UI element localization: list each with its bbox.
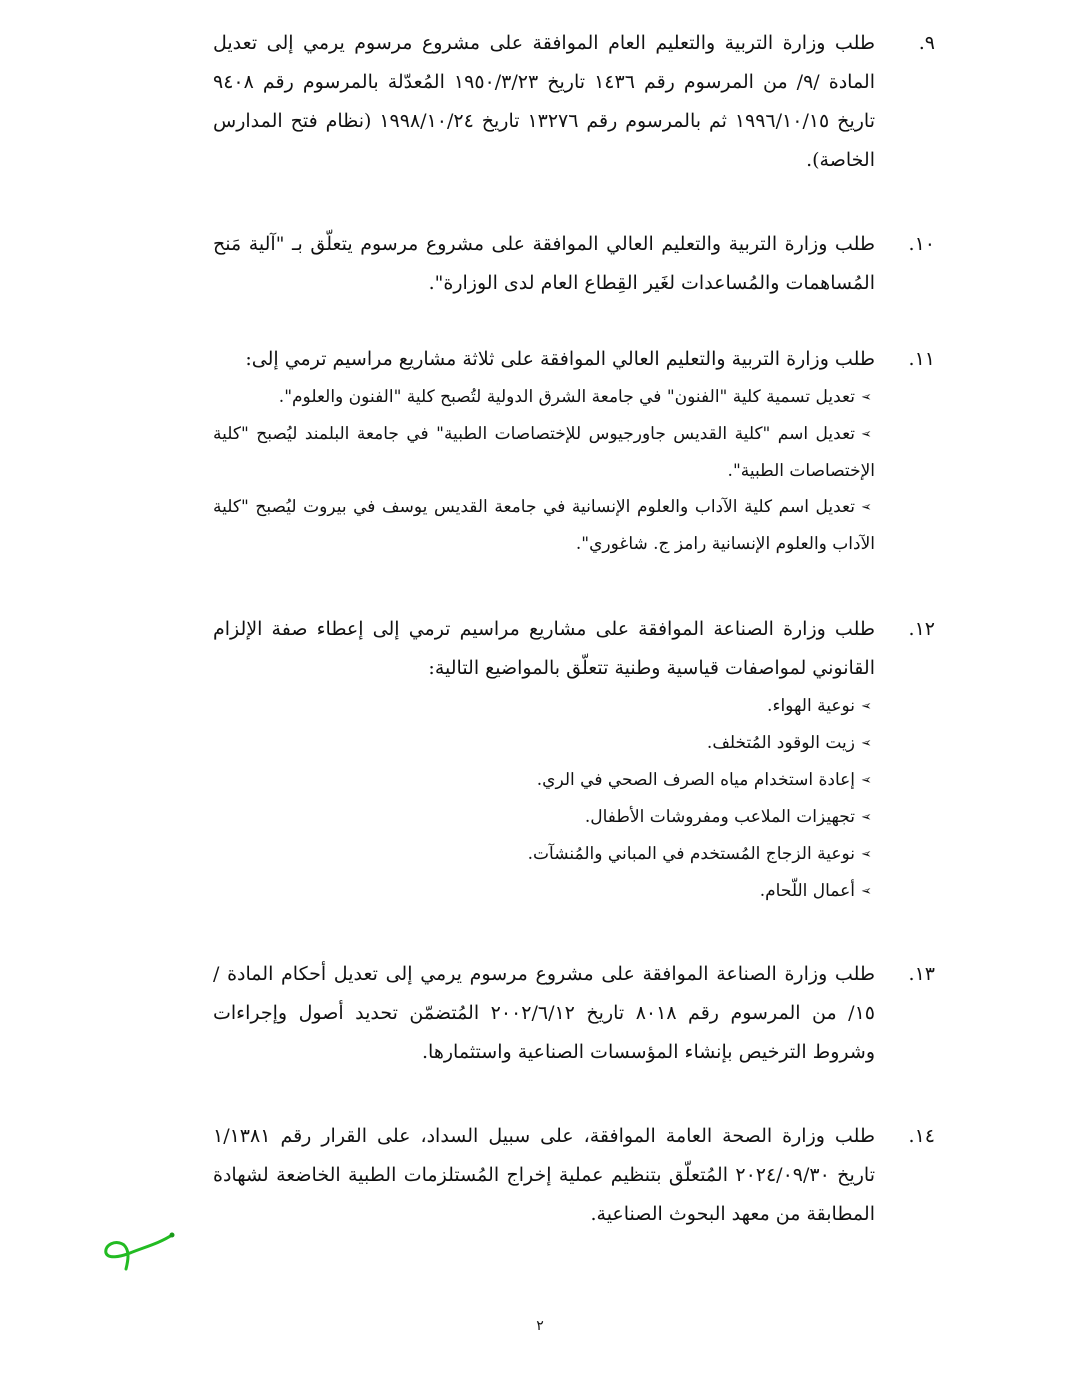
- bullet-text: إعادة استخدام مياه الصرف الصحي في الري.: [536, 770, 855, 790]
- arrow-bullet-icon: ➢: [861, 500, 872, 515]
- item-number: ١١.: [908, 348, 935, 370]
- bullet-text: أعمال اللّحام.: [759, 881, 855, 901]
- agenda-item-14: [213, 1117, 935, 1234]
- bullet-item: [213, 489, 875, 562]
- bullet-text: نوعية الهواء.: [767, 696, 855, 716]
- item-number: ٩.: [918, 32, 935, 54]
- agenda-item-13: [213, 955, 935, 1072]
- bullet-text: زيت الوقود المُتخلف.: [706, 733, 855, 753]
- arrow-bullet-icon: ➢: [861, 884, 872, 899]
- bullet-item: [213, 416, 875, 489]
- signature-dot: [170, 1233, 175, 1238]
- item-text: طلب وزارة الصناعة الموافقة على مشروع مرسوم يرمي إلى تعديل أحكام المادة /١٥/ من المرسوم رقم ٨٠١٨ تاريخ ٢٠٠٢/٦/١٢ المُتضمّن تحديد أصول وإجراءات وشروط الترخيص بإنشاء المؤسسات الصناعية واستثمارها.: [213, 963, 875, 1063]
- arrow-bullet-icon: ➢: [861, 773, 872, 788]
- bullet-text: نوعية الزجاج المُستخدم في المباني والمُنشآت.: [527, 844, 855, 864]
- bullet-item: [213, 836, 875, 873]
- arrow-bullet-icon: ➢: [861, 427, 872, 442]
- arrow-bullet-icon: ➢: [861, 699, 872, 714]
- item-text: طلب وزارة الصحة العامة الموافقة، على سبيل السداد، على القرار رقم ١/١٣٨١ تاريخ ٢٠٢٤/٠٩/٣٠ المُتعلّق بتنظيم عملية إخراج المُستلزمات الطبية الخاضعة لشهادة المطابقة من معهد البحوث الصناعية.: [213, 1125, 875, 1225]
- item-text: طلب وزارة التربية والتعليم العالي الموافقة على مشروع مرسوم يتعلّق بـ "آلية مَنح المُساهمات والمُساعدات لغَير القِطاع العام لدى الوزارة".: [213, 233, 875, 294]
- bullet-item: [213, 379, 875, 416]
- arrow-bullet-icon: ➢: [861, 390, 872, 405]
- bullet-item: [213, 725, 875, 762]
- item-number: ١٣.: [908, 963, 935, 985]
- agenda-item-12: [213, 610, 935, 910]
- page-number: ٢: [536, 1318, 544, 1334]
- bullet-item: [213, 762, 875, 799]
- item-text: طلب وزارة الصناعة الموافقة على مشاريع مراسيم ترمي إلى إعطاء صفة الإلزام القانوني لمواصفات قياسية وطنية تتعلّق بالمواضيع التالية:: [213, 618, 875, 679]
- agenda-item-11: [213, 340, 935, 562]
- item-text: طلب وزارة التربية والتعليم العالي الموافقة على ثلاثة مشاريع مراسيم ترمي إلى:: [245, 348, 875, 370]
- bullet-item: [213, 688, 875, 725]
- item-text: طلب وزارة التربية والتعليم العام الموافقة على مشروع مرسوم يرمي إلى تعديل المادة /٩/ من المرسوم رقم ١٤٣٦ تاريخ ١٩٥٠/٣/٢٣ المُعدّلة بالمرسوم رقم ٩٤٠٨ تاريخ ١٩٩٦/١٠/١٥ ثم بالمرسوم رقم ١٣٢٧٦ تاريخ ١٩٩٨/١٠/٢٤ (نظام فتح المدارس الخاصة).: [213, 32, 876, 171]
- item-number: ١٢.: [908, 618, 935, 640]
- bullet-text: تجهيزات الملاعب ومفروشات الأطفال.: [584, 807, 855, 827]
- bullet-item: [213, 873, 875, 910]
- item-number: ١٠.: [908, 233, 935, 255]
- bullet-text: تعديل تسمية كلية "الفنون" في جامعة الشرق الدولية لتُصبح كلية "الفنون والعلوم".: [278, 387, 855, 407]
- bullet-item: [213, 799, 875, 836]
- agenda-item-9: [213, 24, 935, 180]
- bullet-text: تعديل اسم كلية الآداب والعلوم الإنسانية في جامعة القديس يوسف في بيروت ليُصبح "كلية الآداب والعلوم الإنسانية رامز ج. شاغوري".: [213, 497, 875, 554]
- signature-stroke: [106, 1235, 172, 1269]
- bullet-text: تعديل اسم "كلية القديس جاورجيوس للإختصاصات الطبية" في جامعة البلمند ليُصبح "كلية الإختصاصات الطبية".: [213, 424, 875, 481]
- signature-mark-icon: [100, 1225, 190, 1285]
- agenda-item-10: [213, 225, 935, 303]
- arrow-bullet-icon: ➢: [861, 847, 872, 862]
- arrow-bullet-icon: ➢: [861, 736, 872, 751]
- arrow-bullet-icon: ➢: [861, 810, 872, 825]
- bullet-list: [213, 379, 875, 562]
- item-number: ١٤.: [908, 1125, 935, 1147]
- bullet-list: [213, 688, 875, 910]
